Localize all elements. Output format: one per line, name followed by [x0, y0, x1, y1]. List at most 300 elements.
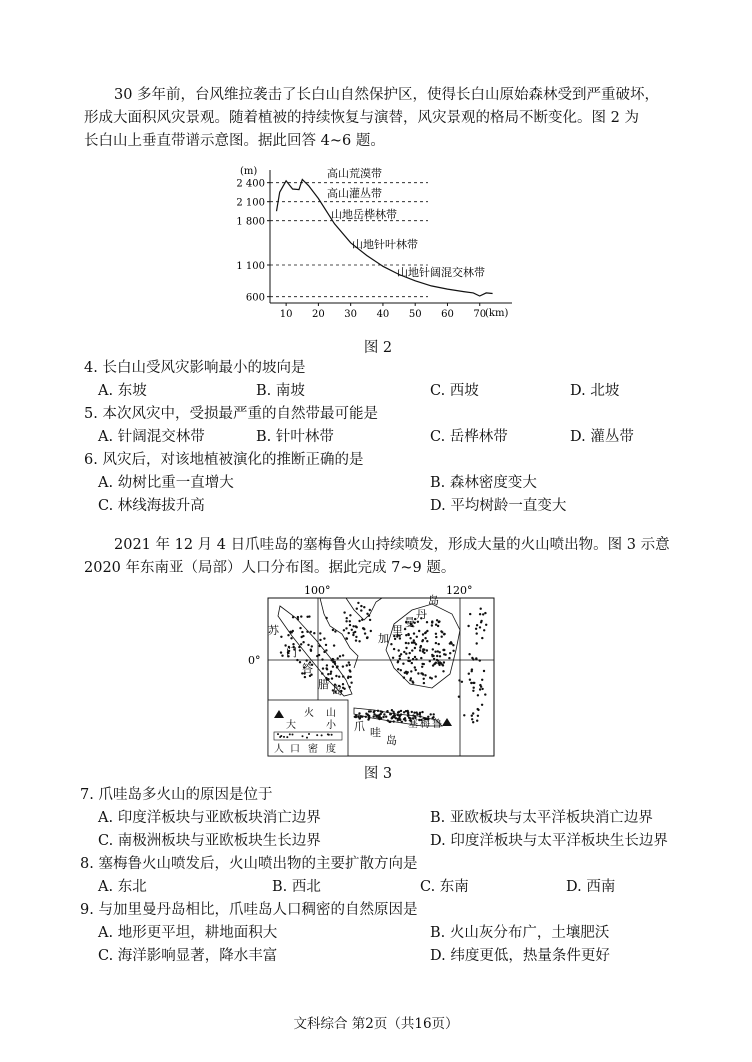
passage-1-line-3: 长白山上垂直带谱示意图。据此回答 4~6 题。: [84, 133, 385, 149]
passage-1-line-2: 形成大面积风灾景观。随着植被的持续恢复与演替，风灾景观的格局不断变化。图 2 为: [84, 110, 639, 126]
population-dot: [394, 638, 396, 640]
population-dot: [339, 655, 341, 657]
population-dot: [463, 714, 465, 716]
question-7-option-b[interactable]: B. 亚欧板块与太平洋板块消亡边界: [430, 810, 653, 826]
population-dot: [398, 711, 400, 713]
population-dot: [424, 637, 426, 639]
population-dot: [330, 659, 332, 661]
y-tick-label-4: 600: [245, 292, 265, 304]
population-dot: [424, 674, 426, 676]
page-footer: 文科综合 第2页（共16页）: [293, 1016, 459, 1032]
population-dot: [334, 663, 336, 665]
population-dot: [325, 644, 327, 646]
population-dot: [299, 627, 301, 629]
population-dot: [435, 642, 437, 644]
population-dot: [400, 669, 402, 671]
label-java-3: 岛: [386, 734, 397, 747]
population-dot: [479, 613, 481, 615]
population-dot: [289, 631, 291, 633]
population-dot: [280, 636, 282, 638]
label-sumatra-4: 腊: [318, 678, 329, 691]
population-dot: [407, 642, 409, 644]
population-dot: [433, 713, 435, 715]
population-dot: [360, 609, 362, 611]
population-dot: [307, 644, 309, 646]
question-9: [80, 899, 684, 968]
population-dot: [444, 654, 446, 656]
population-dot: [357, 716, 359, 718]
population-dot: [426, 640, 428, 642]
population-dot: [438, 643, 440, 645]
population-dot: [366, 637, 368, 639]
population-dot: [442, 670, 444, 672]
population-dot: [352, 625, 354, 627]
population-dot: [364, 632, 366, 634]
population-dot: [386, 710, 388, 712]
population-dot: [470, 682, 472, 684]
population-dot: [366, 613, 368, 615]
population-dot: [433, 663, 435, 665]
density-legend-dot: [328, 734, 330, 736]
population-dot: [332, 629, 334, 631]
population-dot: [420, 645, 422, 647]
x-tick-label-3: 40: [376, 309, 390, 320]
population-dot: [442, 664, 444, 666]
x-tick-label-6: 70: [473, 309, 487, 320]
population-dot: [418, 630, 420, 632]
population-dot: [380, 710, 382, 712]
question-7: [80, 784, 684, 853]
longitude-label-100: 100°: [304, 584, 331, 597]
density-legend-dot: [292, 734, 294, 736]
population-dot: [476, 624, 478, 626]
question-5-option-c[interactable]: C. 岳桦林带: [430, 429, 508, 445]
question-4-option-c[interactable]: C. 西坡: [430, 383, 479, 399]
population-dot: [348, 661, 350, 663]
population-dot: [310, 631, 312, 633]
population-dot: [363, 606, 365, 608]
population-dot: [427, 716, 429, 718]
population-dot: [482, 613, 484, 615]
population-dot: [322, 667, 324, 669]
population-dot: [468, 653, 470, 655]
population-dot: [403, 711, 405, 713]
population-dot: [409, 660, 411, 662]
x-tick-label-5: 60: [441, 309, 454, 320]
question-6-option-b[interactable]: B. 森林密度变大: [430, 475, 537, 491]
population-dot: [342, 675, 344, 677]
population-dot: [351, 629, 353, 631]
population-dot: [367, 714, 369, 716]
population-dot: [358, 712, 360, 714]
population-dot: [349, 620, 351, 622]
question-8: [80, 853, 684, 899]
population-dot: [422, 639, 424, 641]
population-dot: [407, 714, 409, 716]
label-semeru-2: 梅: [420, 719, 430, 730]
population-dot: [319, 639, 321, 641]
population-dot: [414, 715, 416, 717]
population-dot: [419, 715, 421, 717]
population-dot: [411, 662, 413, 664]
label-sumatra-3: 答: [302, 662, 313, 675]
population-dot: [306, 616, 308, 618]
figure-3-caption: 图 3: [363, 766, 393, 782]
question-6-option-c[interactable]: C. 林线海拔升高: [98, 498, 205, 514]
population-dot: [479, 626, 481, 628]
population-dot: [468, 673, 470, 675]
population-dot: [349, 669, 351, 671]
population-dot: [467, 625, 469, 627]
passage-1: [84, 84, 676, 153]
population-dot: [440, 630, 442, 632]
label-semeru-3: 鲁: [432, 719, 442, 730]
population-dot: [301, 636, 303, 638]
population-dot: [358, 640, 360, 642]
population-dot: [402, 663, 404, 665]
population-dot: [473, 687, 475, 689]
population-dot: [439, 655, 441, 657]
population-dot: [383, 713, 385, 715]
population-dot: [426, 649, 428, 651]
population-dot: [421, 663, 423, 665]
population-dot: [361, 716, 363, 718]
zone-label-coniferous-forest: 山地针叶林带: [352, 238, 418, 251]
zone-label-alpine-shrub: 高山灌丛带: [327, 187, 382, 200]
population-dot: [432, 648, 434, 650]
population-dot: [409, 679, 411, 681]
population-dot: [435, 633, 437, 635]
density-legend-dot: [321, 734, 323, 736]
passage-2-line-1: 2021 年 12 月 4 日爪哇岛的塞梅鲁火山持续喷发，形成大量的火山喷出物。图 3 示意: [114, 537, 670, 553]
population-dot: [301, 631, 303, 633]
population-dot: [472, 721, 474, 723]
population-dot: [431, 677, 433, 679]
question-5-option-a[interactable]: A. 针阔混交林带: [98, 429, 205, 445]
question-6-stem: 6. 风灾后，对该地植被演化的推断正确的是: [84, 452, 364, 468]
legend-density-char-4: 度: [326, 744, 336, 755]
population-dot: [369, 609, 371, 611]
x-tick-label-0: 10: [279, 309, 293, 320]
population-dot: [480, 686, 482, 688]
population-dot: [395, 717, 397, 719]
label-semeru-1: 塞: [408, 719, 418, 730]
population-dot: [398, 649, 400, 651]
legend-density-char-3: 密: [308, 744, 318, 755]
question-5-option-b[interactable]: B. 针叶林带: [256, 429, 334, 445]
question-9-option-c[interactable]: C. 海洋影响显著，降水丰富: [98, 948, 278, 964]
population-dot: [299, 649, 301, 651]
label-java-1: 爪: [354, 720, 365, 733]
passage-1-line-1: 30 多年前，台风维拉袭击了长白山自然保护区，使得长白山原始森林受到严重破坏，: [114, 87, 660, 103]
population-dot: [302, 641, 304, 643]
population-dot: [423, 682, 425, 684]
population-dot: [420, 657, 422, 659]
population-dot: [350, 682, 352, 684]
longitude-label-120: 120°: [446, 584, 473, 597]
population-dot: [431, 654, 433, 656]
population-dot: [392, 657, 394, 659]
zone-label-mixed-forest: 山地针阔混交林带: [397, 266, 485, 279]
population-dot: [292, 616, 294, 618]
question-8-option-d[interactable]: D. 西南: [566, 879, 616, 895]
population-dot: [409, 637, 411, 639]
population-dot: [430, 713, 432, 715]
population-dot: [397, 668, 399, 670]
population-dot: [287, 634, 289, 636]
question-6-option-a[interactable]: A. 幼树比重一直增大: [98, 475, 234, 491]
population-dot: [423, 678, 425, 680]
population-dot: [415, 658, 417, 660]
population-dot: [419, 712, 421, 714]
population-dot: [458, 696, 460, 698]
population-dot: [332, 666, 334, 668]
population-dot: [413, 639, 415, 641]
y-tick-label-1: 2 100: [236, 197, 265, 209]
population-dot: [369, 619, 371, 621]
population-dot: [334, 630, 336, 632]
question-9-option-d[interactable]: D. 纬度更低，热量条件更好: [430, 948, 610, 964]
population-dot: [458, 679, 460, 681]
population-dot: [335, 675, 337, 677]
population-dot: [435, 675, 437, 677]
population-dot: [443, 633, 445, 635]
population-dot: [414, 647, 416, 649]
population-dot: [422, 633, 424, 635]
question-7-option-c[interactable]: C. 南极洲板块与亚欧板块生长边界: [98, 833, 321, 849]
population-dot: [306, 631, 308, 633]
population-dot: [437, 650, 439, 652]
density-legend-dot: [277, 733, 279, 735]
population-dot: [480, 621, 482, 623]
population-dot: [423, 652, 425, 654]
population-dot: [476, 632, 478, 634]
population-dot: [321, 658, 323, 660]
population-dot: [483, 629, 485, 631]
population-dot: [368, 615, 370, 617]
legend-density-char-1: 人: [274, 744, 284, 755]
population-dot: [352, 634, 354, 636]
population-dot: [437, 625, 439, 627]
x-tick-label-2: 30: [344, 309, 358, 320]
question-7-option-a[interactable]: A. 印度洋板块与亚欧板块消亡边界: [98, 810, 321, 826]
population-dot: [436, 619, 438, 621]
population-dot: [392, 711, 394, 713]
question-5-option-d[interactable]: D. 灌丛带: [570, 429, 634, 445]
population-dot: [370, 630, 372, 632]
population-dot: [316, 655, 318, 657]
question-6-option-d[interactable]: D. 平均树龄一直变大: [430, 498, 567, 514]
population-dot: [413, 632, 415, 634]
population-dot: [472, 690, 474, 692]
population-dot: [355, 636, 357, 638]
population-dot: [471, 670, 473, 672]
density-legend-dot: [283, 736, 285, 738]
population-dot: [414, 656, 416, 658]
population-dot: [298, 646, 300, 648]
question-4-stem: 4. 长白山受风灾影响最小的坡向是: [84, 360, 306, 376]
question-7-option-d[interactable]: D. 印度洋板块与太平洋板块生长边界: [430, 833, 668, 849]
population-dot: [477, 715, 479, 717]
question-4-option-b[interactable]: B. 南坡: [256, 383, 305, 399]
population-dot: [330, 671, 332, 673]
population-dot: [483, 670, 485, 672]
question-4-option-a[interactable]: A. 东坡: [98, 383, 147, 399]
population-dot: [355, 625, 357, 627]
population-dot: [357, 602, 359, 604]
population-dot: [413, 712, 415, 714]
population-dot: [410, 670, 412, 672]
y-axis-unit: (m): [240, 166, 258, 177]
population-dot: [472, 682, 474, 684]
population-dot: [358, 620, 360, 622]
population-dot: [313, 632, 315, 634]
population-dot: [435, 624, 437, 626]
population-dot: [438, 621, 440, 623]
population-dot: [416, 713, 418, 715]
legend-volcano-char-1: 火: [304, 708, 314, 719]
population-dot: [419, 649, 421, 651]
population-dot: [336, 665, 338, 667]
population-dot: [485, 624, 487, 626]
population-dot: [469, 613, 471, 615]
zone-label-alpine-desert: 高山荒漠带: [327, 167, 382, 180]
population-dot: [327, 673, 329, 675]
population-dot: [403, 651, 405, 653]
population-dot: [401, 721, 403, 723]
population-dot: [442, 649, 444, 651]
population-dot: [361, 619, 363, 621]
legend-density-char-2: 口: [290, 744, 300, 755]
population-dot: [325, 649, 327, 651]
population-dot: [325, 617, 327, 619]
population-dot: [476, 720, 478, 722]
population-dot: [297, 618, 299, 620]
population-dot: [326, 664, 328, 666]
population-dot: [471, 715, 473, 717]
population-dot: [437, 660, 439, 662]
population-dot: [319, 645, 321, 647]
population-dot: [434, 651, 436, 653]
x-tick-label-1: 20: [312, 309, 325, 320]
population-dot: [475, 628, 477, 630]
population-dot: [310, 649, 312, 651]
population-dot: [403, 718, 405, 720]
population-dot: [393, 720, 395, 722]
label-kalimantan-1: 加: [378, 632, 389, 645]
population-dot: [331, 677, 333, 679]
x-tick-label-4: 50: [408, 309, 422, 320]
label-kalimantan-4: 丹: [416, 608, 427, 621]
question-8-option-b[interactable]: B. 西北: [272, 879, 321, 895]
population-dot: [411, 649, 413, 651]
population-dot: [349, 686, 351, 688]
population-dot: [297, 616, 299, 618]
population-dot: [405, 653, 407, 655]
population-dot: [479, 659, 481, 661]
population-dot: [415, 669, 417, 671]
question-8-option-c[interactable]: C. 东南: [420, 879, 469, 895]
density-legend-dot: [316, 734, 318, 736]
population-dot: [479, 688, 481, 690]
question-7-stem: 7. 爪哇岛多火山的原因是位于: [80, 787, 273, 803]
legend-size-large: 大: [286, 720, 296, 731]
population-dot: [382, 716, 384, 718]
question-9-option-a[interactable]: A. 地形更平坦，耕地面积大: [98, 925, 278, 941]
population-dot: [325, 667, 327, 669]
population-dot: [349, 614, 351, 616]
question-4-option-d[interactable]: D. 北坡: [570, 383, 620, 399]
population-dot: [390, 643, 392, 645]
population-dot: [469, 679, 471, 681]
population-dot: [300, 643, 302, 645]
population-dot: [471, 718, 473, 720]
population-dot: [299, 661, 301, 663]
population-dot: [345, 620, 347, 622]
population-dot: [429, 660, 431, 662]
population-dot: [373, 711, 375, 713]
population-dot: [407, 633, 409, 635]
population-dot: [321, 672, 323, 674]
passage-2-line-2: 2020 年东南亚（局部）人口分布图。据此完成 7~9 题。: [84, 560, 456, 576]
population-dot: [290, 637, 292, 639]
population-dot: [481, 679, 483, 681]
population-dot: [477, 694, 479, 696]
population-dot: [373, 715, 375, 717]
population-dot: [387, 719, 389, 721]
density-legend-dot: [286, 736, 288, 738]
population-dot: [333, 644, 335, 646]
population-dot: [452, 650, 454, 652]
population-dot: [421, 672, 423, 674]
population-dot: [405, 671, 407, 673]
population-dot: [390, 713, 392, 715]
population-dot: [399, 658, 401, 660]
population-dot: [431, 624, 433, 626]
population-dot: [405, 634, 407, 636]
population-dot: [477, 709, 479, 711]
population-dot: [319, 632, 321, 634]
population-dot: [431, 620, 433, 622]
population-dot: [375, 716, 377, 718]
population-dot: [346, 638, 348, 640]
question-9-option-b[interactable]: B. 火山灰分布广，土壤肥沃: [430, 925, 610, 941]
population-dot: [354, 631, 356, 633]
population-dot: [405, 647, 407, 649]
label-sumatra-5: 岛: [332, 684, 343, 697]
population-dot: [412, 641, 414, 643]
population-dot: [435, 636, 437, 638]
question-8-option-a[interactable]: A. 东北: [98, 879, 147, 895]
density-legend-dot: [306, 737, 308, 739]
population-dot: [412, 658, 414, 660]
population-dot: [377, 710, 379, 712]
y-tick-label-0: 2 400: [236, 178, 265, 190]
population-dot: [421, 711, 423, 713]
population-dot: [304, 676, 306, 678]
population-dot: [481, 688, 483, 690]
question-8-stem: 8. 塞梅鲁火山喷发后，火山喷出物的主要扩散方向是: [80, 856, 418, 872]
population-dot: [323, 651, 325, 653]
population-dot: [449, 652, 451, 654]
population-dot: [343, 629, 345, 631]
label-sumatra-2: 门: [286, 646, 297, 659]
population-dot: [365, 716, 367, 718]
population-dot: [348, 664, 350, 666]
figure-2-vertical-zonation-chart: [230, 160, 530, 330]
population-dot: [412, 682, 414, 684]
population-dot: [481, 704, 483, 706]
